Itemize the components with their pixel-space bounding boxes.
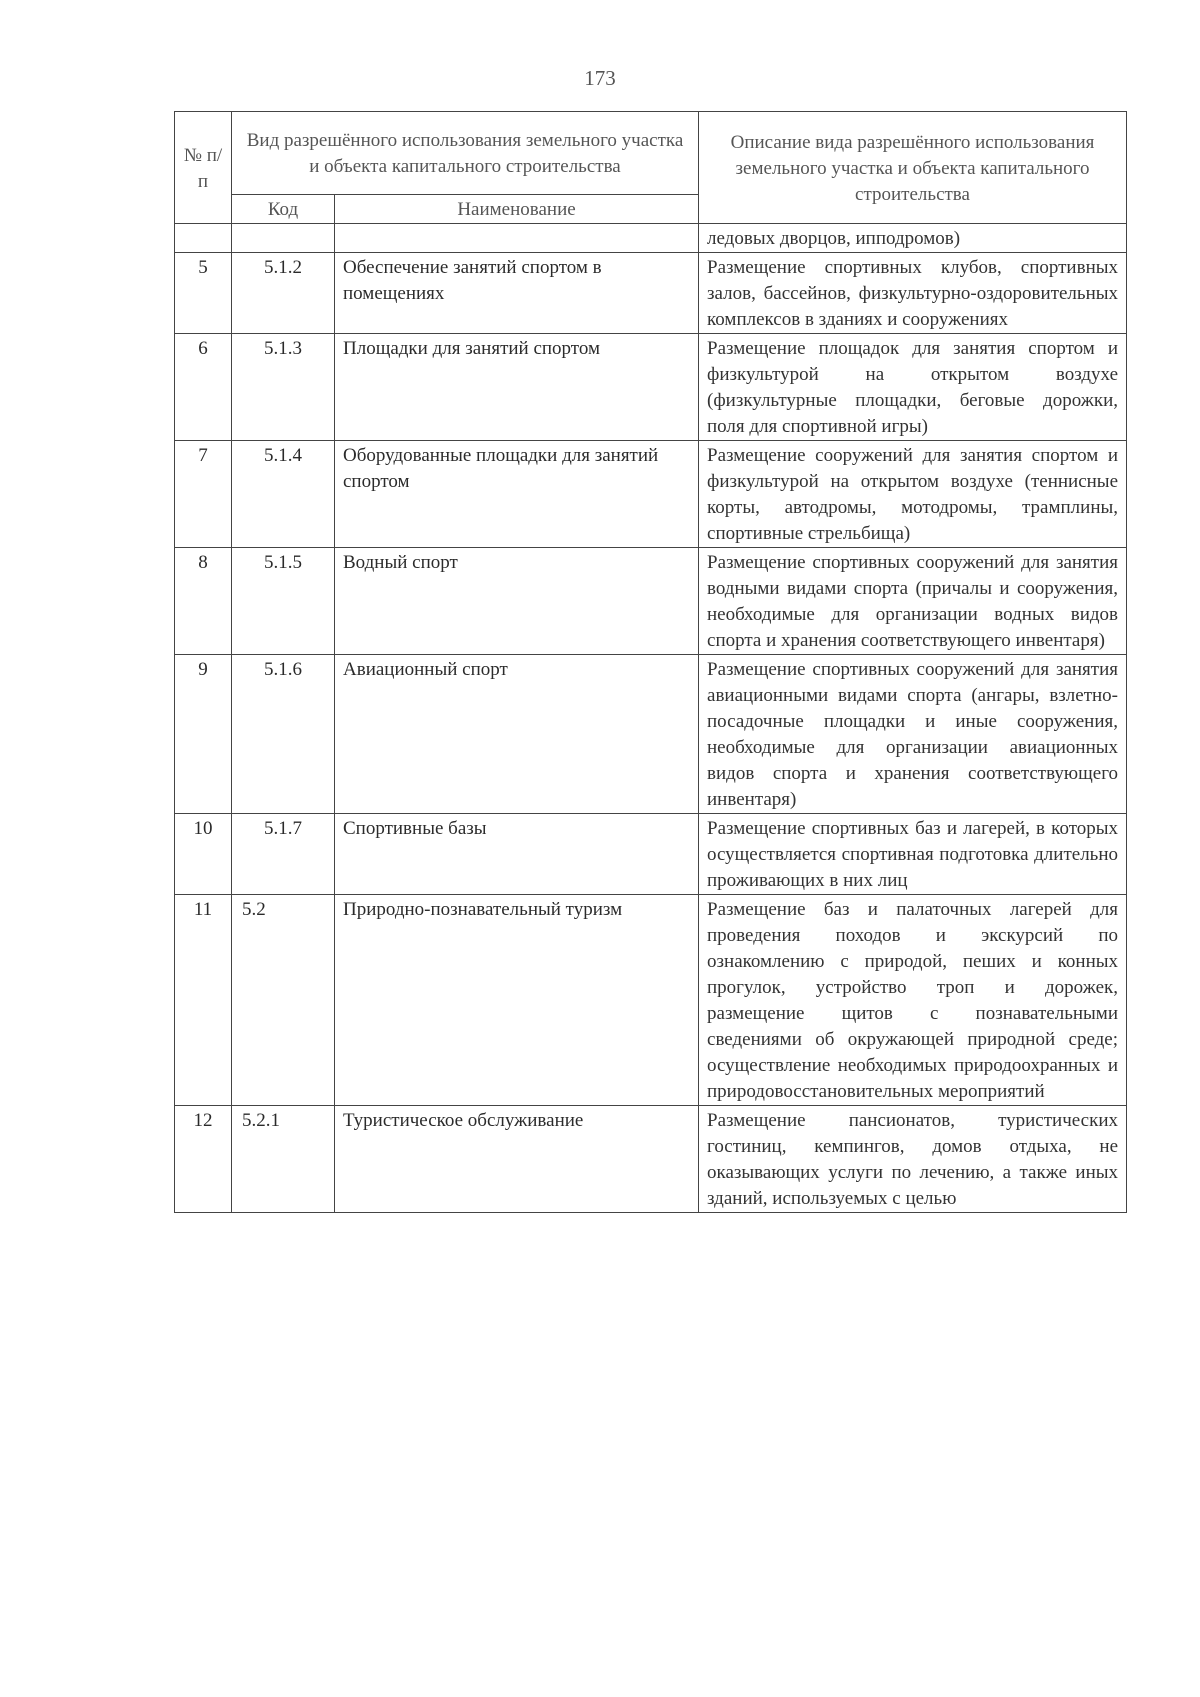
header-name: Наименование: [335, 195, 699, 224]
row-code: 5.1.2: [232, 253, 335, 334]
header-num: № п/п: [175, 112, 232, 224]
row-num: 9: [175, 655, 232, 814]
table-header: [175, 112, 1127, 224]
row-num: 6: [175, 334, 232, 441]
row-num: 8: [175, 548, 232, 655]
row-description: Размещение сооружений для занятия спортом и физкультурой на открытом воздухе (теннисные корты, автодромы, мотодромы, трамплины, спортивные стрельбища): [699, 441, 1127, 548]
row-description: Размещение спортивных клубов, спортивных залов, бассейнов, физкультурно-оздоровительных комплексов в зданиях и сооружениях: [699, 253, 1127, 334]
continuation-text: ледовых дворцов, ипподромов): [699, 224, 1127, 253]
page-number: 173: [584, 66, 616, 90]
row-code: 5.2: [232, 895, 335, 1106]
row-name: Туристическое обслуживание: [335, 1106, 699, 1213]
header-description: Описание вида разрешённого использования земельного участка и объекта капитального строительства: [699, 112, 1127, 224]
row-num: 12: [175, 1106, 232, 1213]
row-num: 11: [175, 895, 232, 1106]
table-row: [175, 334, 1127, 441]
table-row: [175, 1106, 1127, 1213]
header-code: Код: [232, 195, 335, 224]
table-row: [175, 253, 1127, 334]
table-row: [175, 814, 1127, 895]
table-row: [175, 548, 1127, 655]
row-name: Спортивные базы: [335, 814, 699, 895]
row-name: Природно-познавательный туризм: [335, 895, 699, 1106]
row-description: Размещение спортивных сооружений для занятия авиационными видами спорта (ангары, взлетно-посадочные площадки и иные сооружения, необходимые для организации авиационных видов спорта и хранения соответствующего инвентаря): [699, 655, 1127, 814]
row-code: 5.2.1: [232, 1106, 335, 1213]
row-num: 7: [175, 441, 232, 548]
land-use-table: [174, 111, 1127, 1213]
row-code: 5.1.7: [232, 814, 335, 895]
row-code: 5.1.4: [232, 441, 335, 548]
continuation-row: [175, 224, 1127, 253]
row-description: Размещение спортивных сооружений для занятия водными видами спорта (причалы и сооружения, необходимые для организации водных видов спорта и хранения соответствующего инвентаря): [699, 548, 1127, 655]
table-row: [175, 655, 1127, 814]
row-num: 10: [175, 814, 232, 895]
row-description: Размещение баз и палаточных лагерей для проведения походов и экскурсий по ознакомлению с природой, пеших и конных прогулок, устройство троп и дорожек, размещение щитов с познавательными сведениями об окружающей природной среде; осуществление необходимых природоохранных и природовосстановительных мероприятий: [699, 895, 1127, 1106]
row-name: Площадки для занятий спортом: [335, 334, 699, 441]
row-code: 5.1.5: [232, 548, 335, 655]
empty-cell: [232, 224, 335, 253]
row-description: Размещение пансионатов, туристических гостиниц, кемпингов, домов отдыха, не оказывающих услуги по лечению, а также иных зданий, используемых с целью: [699, 1106, 1127, 1213]
row-name: Водный спорт: [335, 548, 699, 655]
row-name: Оборудованные площадки для занятий спортом: [335, 441, 699, 548]
row-name: Обеспечение занятий спортом в помещениях: [335, 253, 699, 334]
table-row: [175, 441, 1127, 548]
header-group: Вид разрешённого использования земельного участка и объекта капитального строительства: [232, 112, 699, 195]
row-code: 5.1.3: [232, 334, 335, 441]
row-description: Размещение спортивных баз и лагерей, в которых осуществляется спортивная подготовка длительно проживающих в них лиц: [699, 814, 1127, 895]
empty-cell: [175, 224, 232, 253]
row-num: 5: [175, 253, 232, 334]
empty-cell: [335, 224, 699, 253]
row-name: Авиационный спорт: [335, 655, 699, 814]
row-description: Размещение площадок для занятия спортом и физкультурой на открытом воздухе (физкультурные площадки, беговые дорожки, поля для спортивной игры): [699, 334, 1127, 441]
row-code: 5.1.6: [232, 655, 335, 814]
table-row: [175, 895, 1127, 1106]
